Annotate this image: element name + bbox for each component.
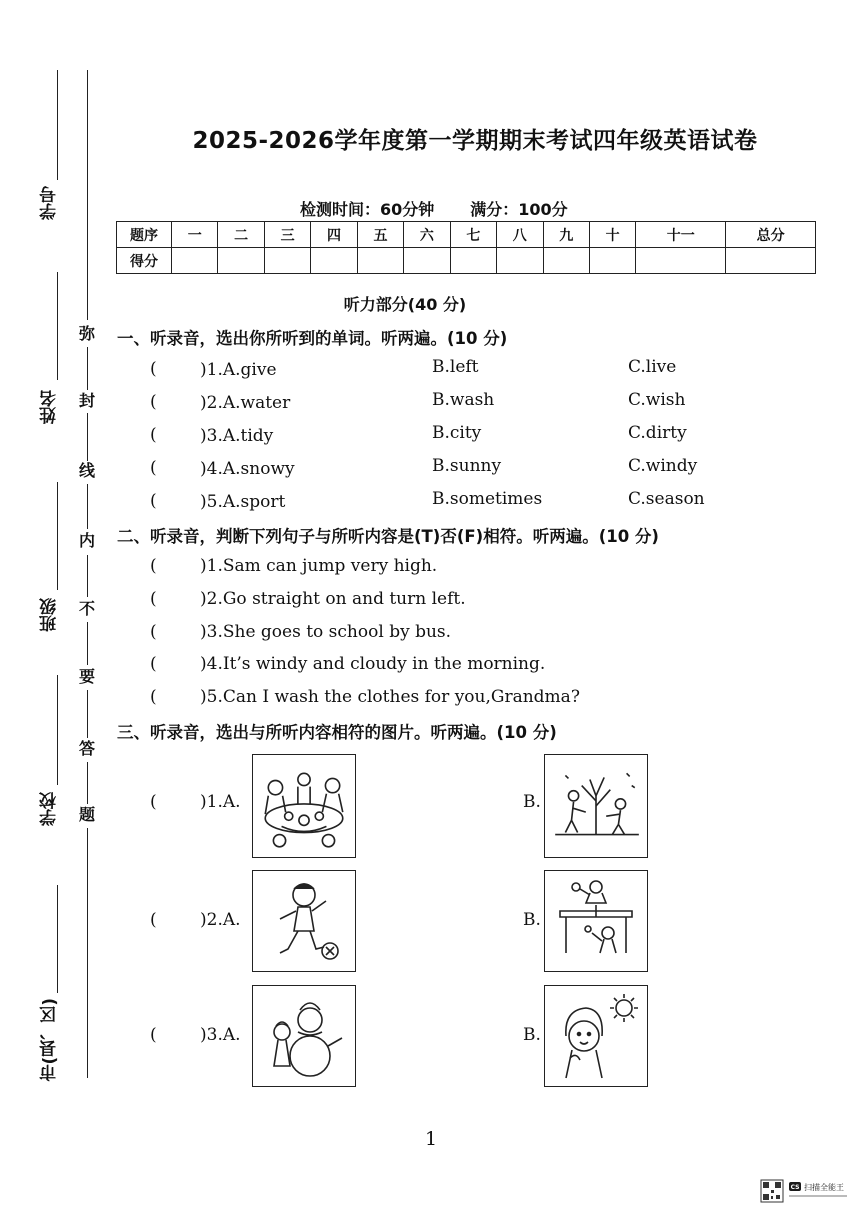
- score-header-cell: 九: [543, 222, 589, 248]
- scanner-tag: CS: [790, 1184, 800, 1191]
- score-row-label: 得分: [117, 248, 172, 274]
- football-image[interactable]: [252, 870, 356, 972]
- answer-paren[interactable]: (: [150, 491, 157, 511]
- item-option-a: )5.A.sport: [200, 492, 286, 512]
- section-2-title: 二、听录音，判断下列句子与所听内容是(T)否(F)相符。听两遍。(10 分): [117, 527, 659, 546]
- score-cell[interactable]: [264, 248, 310, 274]
- seal-char: 封: [79, 391, 96, 410]
- item-number: )1.A.: [200, 792, 241, 812]
- answer-paren[interactable]: (: [150, 622, 157, 642]
- item-option-b: B.wash: [432, 390, 495, 410]
- exam-full-score: 满分：100分: [470, 200, 568, 219]
- answer-paren[interactable]: (: [150, 687, 157, 707]
- score-cell[interactable]: [311, 248, 357, 274]
- tree-planting-drawing: [545, 755, 647, 857]
- picnic-drawing: [253, 755, 355, 857]
- score-header-cell: 十一: [636, 222, 726, 248]
- seal-char: 不: [79, 599, 96, 618]
- score-header-cell: 一: [172, 222, 218, 248]
- score-cell[interactable]: [450, 248, 496, 274]
- score-table: [116, 221, 816, 274]
- snowman-image[interactable]: [252, 985, 356, 1087]
- field-line: [57, 70, 58, 180]
- seal-char: 题: [79, 805, 96, 824]
- ping-pong-image[interactable]: [544, 870, 648, 972]
- field-line: [57, 482, 58, 590]
- score-header-cell: 五: [357, 222, 403, 248]
- item-option-c: C.live: [628, 357, 677, 377]
- score-header-cell: 六: [404, 222, 450, 248]
- option-b-label: B.: [523, 910, 541, 930]
- item-number: )3.A.: [200, 1025, 241, 1045]
- item-number: )2.A.: [200, 910, 241, 930]
- section-3-title: 三、听录音，选出与所听内容相符的图片。听两遍。(10 分): [117, 723, 557, 742]
- score-header-cell: 二: [218, 222, 264, 248]
- seal-char: 弥: [79, 324, 96, 343]
- item-option-c: C.season: [628, 489, 705, 509]
- score-header-cell: 三: [264, 222, 310, 248]
- item-option-b: B.sometimes: [432, 489, 543, 509]
- seal-line: [87, 484, 88, 529]
- statement-text: )3.She goes to school by bus.: [200, 622, 452, 642]
- score-header-cell: 七: [450, 222, 496, 248]
- listening-part-title: 听力部分(40 分): [343, 295, 467, 314]
- score-cell[interactable]: [218, 248, 264, 274]
- field-student-id: 学号: [40, 186, 60, 220]
- field-line: [57, 675, 58, 785]
- field-line: [57, 885, 58, 993]
- score-header-cell: 四: [311, 222, 357, 248]
- answer-paren[interactable]: (: [150, 458, 157, 478]
- answer-paren[interactable]: (: [150, 589, 157, 609]
- score-header-cell: 十: [589, 222, 635, 248]
- score-header-cell: 题序: [117, 222, 172, 248]
- item-option-b: B.left: [432, 357, 479, 377]
- answer-paren[interactable]: (: [150, 425, 157, 445]
- field-city: 市(县、区): [40, 998, 60, 1082]
- tree-planting-image[interactable]: [544, 754, 648, 858]
- item-option-a: )3.A.tidy: [200, 426, 274, 446]
- item-option-a: )4.A.snowy: [200, 459, 295, 479]
- seal-line: [87, 828, 88, 1078]
- score-header-cell: 总分: [726, 222, 816, 248]
- answer-paren[interactable]: (: [150, 654, 157, 674]
- score-cell[interactable]: [497, 248, 543, 274]
- item-option-c: C.windy: [628, 456, 698, 476]
- seal-line: [87, 70, 88, 320]
- football-drawing: [253, 871, 355, 971]
- section-1-title: 一、听录音，选出你所听到的单词。听两遍。(10 分): [117, 329, 508, 348]
- seal-line: [87, 622, 88, 665]
- score-table-header-row: [117, 222, 816, 248]
- field-name: 姓名: [40, 390, 60, 424]
- item-option-a: )1.A.give: [200, 360, 277, 380]
- seal-line: [87, 347, 88, 390]
- statement-text: )2.Go straight on and turn left.: [200, 589, 466, 609]
- seal-line: [87, 413, 88, 461]
- answer-paren[interactable]: (: [150, 910, 157, 930]
- score-cell[interactable]: [636, 248, 726, 274]
- snowman-drawing: [253, 986, 355, 1086]
- item-option-c: C.dirty: [628, 423, 687, 443]
- statement-text: )5.Can I wash the clothes for you,Grandma?: [200, 687, 580, 707]
- item-option-a: )2.A.water: [200, 393, 291, 413]
- item-option-b: B.city: [432, 423, 482, 443]
- seal-line: [87, 762, 88, 804]
- scanner-watermark: [757, 1178, 853, 1210]
- statement-text: )1.Sam can jump very high.: [200, 556, 438, 576]
- ping-pong-drawing: [545, 871, 647, 971]
- seal-char: 线: [79, 461, 96, 480]
- score-header-cell: 八: [497, 222, 543, 248]
- answer-paren[interactable]: (: [150, 359, 157, 379]
- picnic-image[interactable]: [252, 754, 356, 858]
- seal-line: [87, 690, 88, 738]
- exam-title: 2025-2026学年度第一学期期末考试四年级英语试卷: [192, 128, 758, 154]
- page-number: 1: [425, 1128, 438, 1150]
- score-cell[interactable]: [404, 248, 450, 274]
- seal-char: 内: [79, 531, 96, 550]
- seal-char: 要: [79, 667, 96, 686]
- answer-paren[interactable]: (: [150, 1025, 157, 1045]
- answer-paren[interactable]: (: [150, 392, 157, 412]
- exam-time: 检测时间：60分钟: [300, 200, 435, 219]
- sunny-day-drawing: [545, 986, 647, 1086]
- field-school: 学校: [40, 792, 60, 826]
- score-cell[interactable]: [589, 248, 635, 274]
- score-table-score-row: [117, 248, 816, 274]
- field-line: [57, 272, 58, 380]
- statement-text: )4.It’s windy and cloudy in the morning.: [200, 654, 546, 674]
- item-option-b: B.sunny: [432, 456, 502, 476]
- score-cell[interactable]: [357, 248, 403, 274]
- answer-paren[interactable]: (: [150, 792, 157, 812]
- score-cell[interactable]: [543, 248, 589, 274]
- field-class: 班级: [40, 598, 60, 632]
- score-cell[interactable]: [172, 248, 218, 274]
- option-b-label: B.: [523, 1025, 541, 1045]
- score-cell[interactable]: [726, 248, 816, 274]
- answer-paren[interactable]: (: [150, 556, 157, 576]
- option-b-label: B.: [523, 792, 541, 812]
- exam-info: [300, 197, 604, 220]
- item-option-c: C.wish: [628, 390, 686, 410]
- sunny-day-image[interactable]: [544, 985, 648, 1087]
- scanner-brand: 扫描全能王: [804, 1183, 844, 1192]
- qr-code-icon: [757, 1178, 853, 1210]
- seal-char: 答: [79, 739, 96, 758]
- seal-line: [87, 555, 88, 597]
